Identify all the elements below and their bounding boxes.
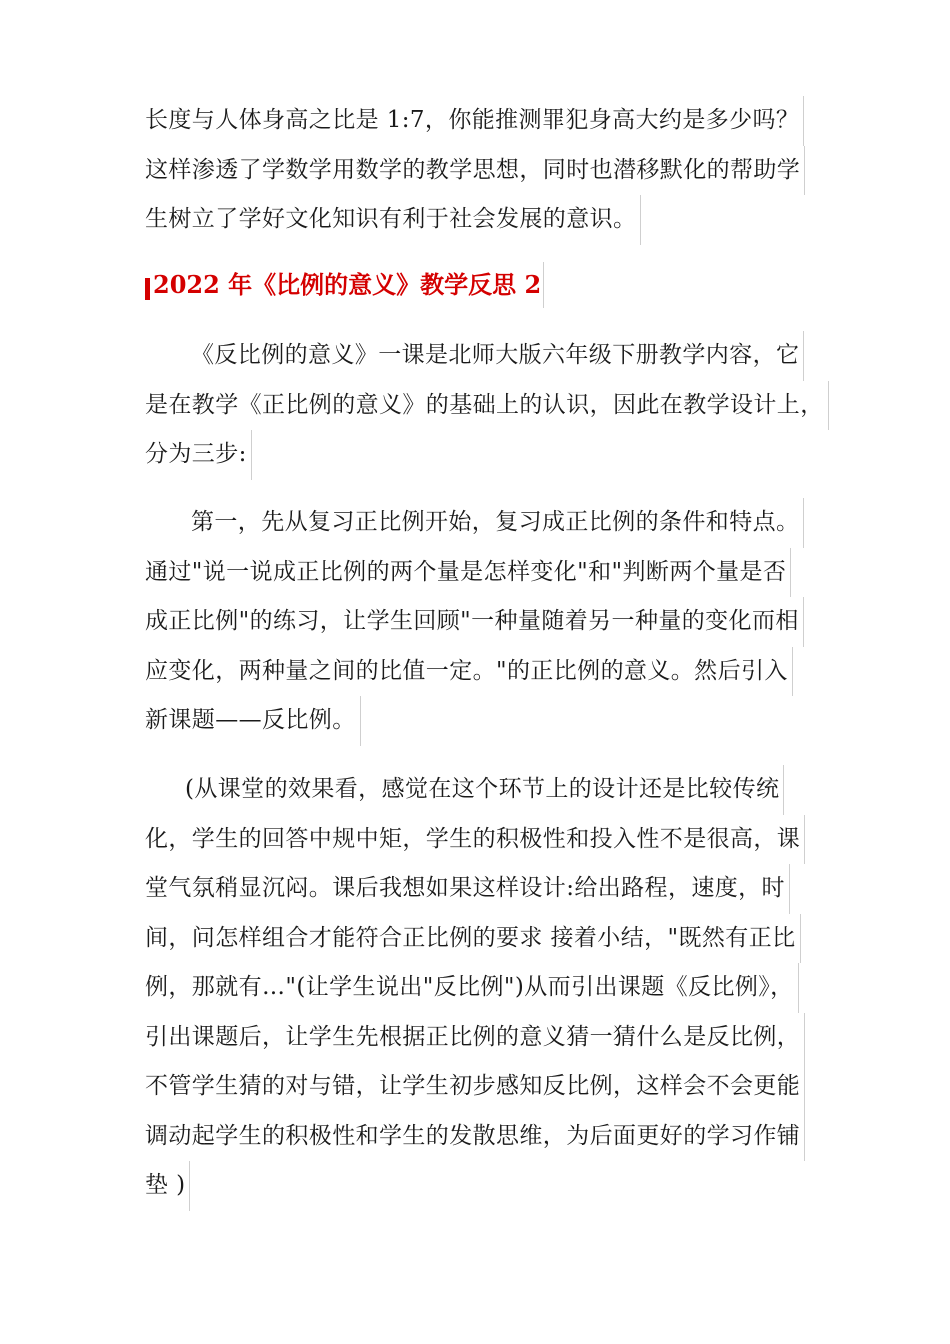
heading-marker bbox=[145, 278, 150, 300]
text-line: (从课堂的效果看，感觉在这个环节上的设计还是比较传统 bbox=[145, 765, 805, 815]
text-line: 例，那就有…"(让学生说出"反比例")从而引出课题《反比例》， bbox=[145, 963, 805, 1013]
text-line: 垫 ) bbox=[145, 1161, 805, 1211]
text-line: 通过"说一说成正比例的两个量是怎样变化"和"判断两个量是否 bbox=[145, 548, 804, 598]
text-line: 这样渗透了学数学用数学的教学思想，同时也潜移默化的帮助学 bbox=[145, 146, 805, 196]
paragraph-3 bbox=[145, 765, 805, 1211]
text-line: 引出课题后，让学生先根据正比例的意义猜一猜什么是反比例， bbox=[145, 1013, 805, 1063]
paragraph-1 bbox=[145, 331, 829, 480]
text-line: 成正比例"的练习，让学生回顾"一种量随着另一种量的变化而相 bbox=[145, 597, 804, 647]
paragraph-2 bbox=[145, 498, 804, 746]
text-line: 化，学生的回答中规中矩，学生的积极性和投入性不是很高，课 bbox=[145, 815, 805, 865]
text-line: 长度与人体身高之比是 1:7，你能推测罪犯身高大约是多少吗？ bbox=[145, 96, 805, 146]
text-line: 堂气氛稍显沉闷。课后我想如果这样设计:给出路程，速度，时 bbox=[145, 864, 805, 914]
text-line: 是在教学《正比例的意义》的基础上的认识，因此在教学设计上， bbox=[145, 381, 829, 431]
text-line: 分为三步: bbox=[145, 430, 829, 480]
text-line: 生树立了学好文化知识有利于社会发展的意识。 bbox=[145, 195, 805, 245]
text-line: 调动起学生的积极性和学生的发散思维，为后面更好的学习作铺 bbox=[145, 1112, 805, 1162]
text-line: 《反比例的意义》一课是北师大版六年级下册教学内容，它 bbox=[145, 331, 829, 381]
text-line: 第一，先从复习正比例开始，复习成正比例的条件和特点。 bbox=[145, 498, 804, 548]
text-line: 间，问怎样组合才能符合正比例的要求 接着小结，"既然有正比 bbox=[145, 914, 805, 964]
text-line: 应变化，两种量之间的比值一定。"的正比例的意义。然后引入 bbox=[145, 647, 804, 697]
paragraph-top bbox=[145, 96, 805, 245]
section-heading: 2022 年《比例的意义》教学反思 2 bbox=[145, 262, 544, 308]
text-line: 不管学生猜的对与错，让学生初步感知反比例，这样会不会更能 bbox=[145, 1062, 805, 1112]
text-line: 新课题——反比例。 bbox=[145, 696, 804, 746]
